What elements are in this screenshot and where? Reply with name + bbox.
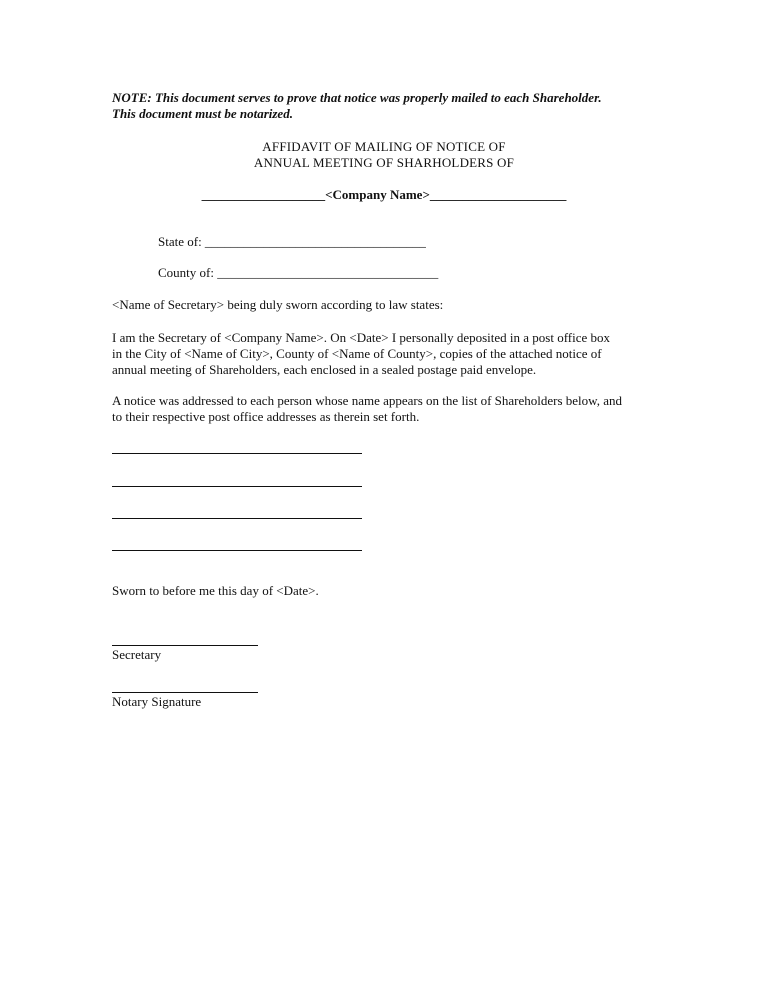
notary-signature-label: Notary Signature (112, 694, 202, 709)
shareholder-blank-line-2 (112, 486, 362, 487)
company-name-line: ___________________<Company Name>_____________________ (201, 187, 567, 202)
shareholder-blank-line-1 (112, 453, 362, 454)
shareholder-blank-line-4 (112, 550, 362, 551)
note-line-1: NOTE: This document serves to prove that notice was properly mailed to each Shareholder. (112, 90, 602, 105)
notarization-note (112, 90, 672, 122)
sworn-before-line: Sworn to before me this day of <Date>. (112, 583, 319, 598)
statement-paragraph-2 (112, 393, 672, 425)
notary-signature-line (112, 692, 258, 693)
statement-1-line-2: in the City of <Name of City>, County of <Name of County>, copies of the attached notice of (112, 346, 602, 361)
title-line-1: AFFIDAVIT OF MAILING OF NOTICE OF (262, 139, 506, 154)
note-line-2: This document must be notarized. (112, 106, 293, 121)
statement-1-line-1: I am the Secretary of <Company Name>. On <Date> I personally deposited in a post office box (112, 330, 611, 345)
secretary-label: Secretary (112, 647, 162, 662)
document-title (0, 139, 768, 171)
statement-2-line-1: A notice was addressed to each person whose name appears on the list of Shareholders below, and (112, 393, 622, 408)
state-field: State of: __________________________________ (158, 234, 426, 249)
statement-1-line-3: annual meeting of Shareholders, each enclosed in a sealed postage paid envelope. (112, 362, 537, 377)
statement-paragraph-1 (112, 330, 672, 378)
county-field: County of: __________________________________ (158, 265, 439, 280)
statement-2-line-2: to their respective post office addresses as therein set forth. (112, 409, 420, 424)
shareholder-blank-line-3 (112, 518, 362, 519)
sworn-intro: <Name of Secretary> being duly sworn according to law states: (112, 297, 444, 312)
secretary-signature-line (112, 645, 258, 646)
title-line-2: ANNUAL MEETING OF SHARHOLDERS OF (253, 155, 515, 170)
